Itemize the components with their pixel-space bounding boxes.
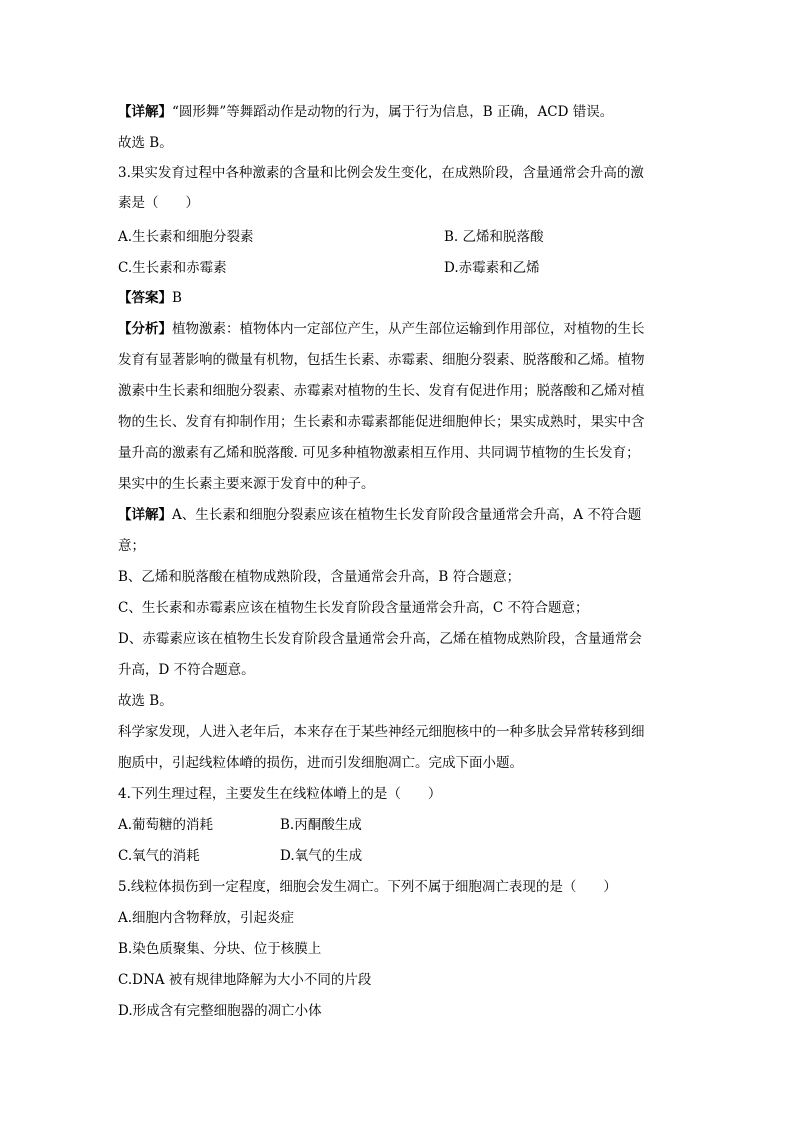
- conclusion-line: 故选 B。: [118, 135, 173, 151]
- detail-text-2: A、生长素和细胞分裂素应该在植物生长发育阶段含量通常会升高，A 不符合题: [172, 507, 642, 523]
- detail-line-5: D、赤霉素应该在植物生长发育阶段含量通常会升高，乙烯在植物成熟阶段，含量通常会: [118, 631, 642, 647]
- detail-text: “圆形舞”等舞蹈动作是动物的行为，属于行为信息，B 正确，ACD 错误。: [172, 104, 614, 120]
- analysis-line-5: 量升高的激素有乙烯和脱落酸. 可见多种植物激素相互作用、共同调节植物的生长发育；: [118, 445, 640, 461]
- passage-line-1: 科学家发现，人进入老年后，本来存在于某些神经元细胞核中的一种多肽会异常转移到细: [118, 724, 645, 740]
- document-page: [118, 0, 678, 1123]
- question-5-option-d: D.形成含有完整细胞器的凋亡小体: [118, 1003, 322, 1019]
- question-4-option-c: C.氧气的消耗: [118, 848, 200, 864]
- detail-tag: 【详解】: [118, 104, 172, 120]
- question-3-option-c: C.生长素和赤霉素: [118, 260, 227, 276]
- answer-tag: 【答案】: [118, 290, 172, 306]
- question-3-stem-line-1: 3.果实发育过程中各种激素的含量和比例会发生变化，在成熟阶段，含量通常会升高的激: [118, 165, 644, 181]
- detail-line-1: [118, 504, 641, 526]
- question-3-option-b: B. 乙烯和脱落酸: [444, 229, 544, 245]
- question-3-conclusion: 故选 B。: [118, 693, 173, 709]
- analysis-text: 植物激素：植物体内一定部位产生，从产生部位运输到作用部位，对植物的生长: [172, 321, 645, 337]
- analysis-line-1: [118, 318, 645, 340]
- question-5-option-a: A.细胞内含物释放，引起炎症: [118, 910, 295, 926]
- analysis-tag: 【分析】: [118, 321, 172, 337]
- question-5-option-b: B.染色质聚集、分块、位于核膜上: [118, 941, 322, 957]
- question-4-option-b: B.丙酮酸生成: [280, 817, 362, 833]
- passage-line-2: 胞质中，引起线粒体嵴的损伤，进而引发细胞凋亡。完成下面小题。: [118, 755, 523, 771]
- question-4-stem: 4.下列生理过程，主要发生在线粒体嵴上的是（ ）: [118, 786, 442, 802]
- analysis-line-6: 果实中的生长素主要来源于发育中的种子。: [118, 476, 375, 492]
- question-5-stem: 5.线粒体损伤到一定程度，细胞会发生凋亡。下列不属于细胞凋亡表现的是（ ）: [118, 879, 617, 895]
- question-3-option-a: A.生长素和细胞分裂素: [118, 229, 254, 245]
- detail-line-6: 升高，D 不符合题意。: [118, 662, 255, 678]
- question-4-option-d: D.氧气的生成: [280, 848, 363, 864]
- detail-tag-2: 【详解】: [118, 507, 172, 523]
- question-4-option-a: A.葡萄糖的消耗: [118, 817, 214, 833]
- question-5-option-c: C.DNA 被有规律地降解为大小不同的片段: [118, 972, 372, 988]
- analysis-line-2: 发育有显著影响的微量有机物，包括生长素、赤霉素、细胞分裂素、脱落酸和乙烯。植物: [118, 352, 645, 368]
- question-3-stem-line-2: 素是（ ）: [118, 195, 199, 211]
- detail-paragraph-1: [118, 101, 613, 123]
- detail-line-2: 意；: [118, 538, 145, 554]
- analysis-line-4: 物的生长、发育有抑制作用；生长素和赤霉素都能促进细胞伸长；果实成熟时，果实中含: [118, 414, 645, 430]
- detail-line-4: C、生长素和赤霉素应该在植物生长发育阶段含量通常会升高，C 不符合题意；: [118, 600, 589, 616]
- question-3-answer: [118, 287, 182, 309]
- answer-value: B: [172, 290, 182, 306]
- analysis-line-3: 激素中生长素和细胞分裂素、赤霉素对植物的生长、发育有促进作用；脱落酸和乙烯对植: [118, 383, 645, 399]
- question-3-option-d: D.赤霉素和乙烯: [444, 260, 540, 276]
- detail-line-3: B、乙烯和脱落酸在植物成熟阶段，含量通常会升高，B 符合题意；: [118, 569, 521, 585]
